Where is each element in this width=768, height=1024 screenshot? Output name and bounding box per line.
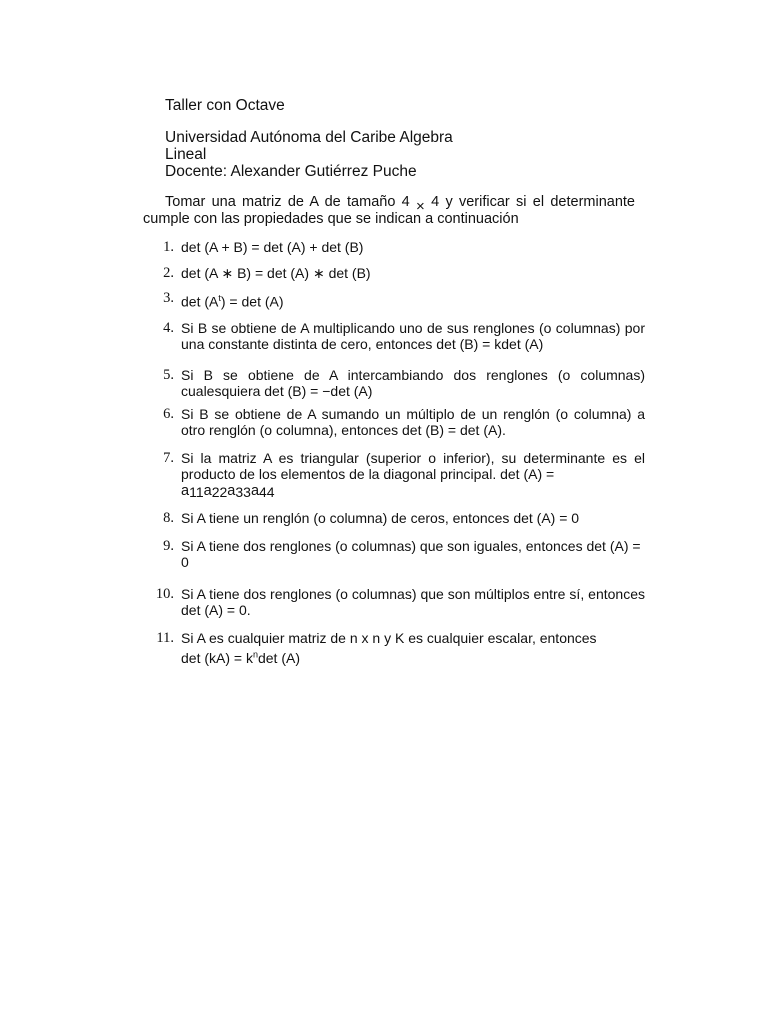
intro-text-after: 4 y verificar si el determinante cumple con las propiedades que se indican a continuación bbox=[143, 194, 635, 227]
item-text: Si A tiene dos renglones (o columnas) que son iguales, entonces det (A) = 0 bbox=[181, 538, 641, 570]
item-text: Si A tiene dos renglones (o columnas) que son múltiplos entre sí, entonces det (A) = 0. bbox=[181, 586, 645, 618]
item-text: Si B se obtiene de A sumando un múltiplo de un renglón (o columna) a otro renglón (o columna), entonces det (B) = det (A). bbox=[181, 406, 645, 438]
scalar-formula: $\det (kA) = k^n\det$ (A) bbox=[181, 649, 300, 666]
item-number: 10. bbox=[155, 586, 174, 602]
item-number: 3. bbox=[163, 290, 174, 306]
item-text: $\det (A^t) = \det (A)$ bbox=[181, 293, 284, 310]
item-text: det (A + B) = det (A) + det (B) bbox=[181, 239, 364, 255]
item-number: 8. bbox=[163, 510, 174, 526]
item-text: Si B se obtiene de A multiplicando uno de sus renglones (o columnas) por una constante distinta de cero, entonces det (B) = kdet (A) bbox=[181, 320, 645, 352]
university-line-2: Lineal bbox=[165, 146, 207, 163]
item-number: 4. bbox=[163, 320, 174, 336]
item-number: 11. bbox=[156, 630, 174, 646]
item-text-main: Si la matriz A es triangular (superior o inferior), su determinante es el producto de los elementos de la diagonal principal. det (A) = bbox=[181, 450, 645, 482]
intro-text-before: Tomar una matriz de A de tamaño 4 bbox=[165, 194, 410, 210]
item-number: 9. bbox=[163, 538, 174, 554]
item-text bbox=[181, 630, 645, 666]
item-text-main: Si A es cualquier matriz de n x n y K es cualquier escalar, entonces bbox=[181, 630, 597, 646]
item-text: det (A ∗ B) = det (A) ∗ det (B) bbox=[181, 265, 371, 281]
item-number: 5. bbox=[163, 367, 174, 383]
item-number: 2. bbox=[163, 265, 174, 281]
item-text: Si B se obtiene de A intercambiando dos renglones (o columnas) cualesquiera det (B) = −det (A) bbox=[181, 367, 645, 399]
diagonal-formula: $a_{11}a_{22}a_{33}a_{44}$ bbox=[181, 483, 275, 500]
document-title: Taller con Octave bbox=[165, 97, 285, 114]
item-number: 1. bbox=[163, 239, 174, 255]
teacher-line: Docente: Alexander Gutiérrez Puche bbox=[165, 163, 417, 180]
item-text: Si A tiene un renglón (o columna) de ceros, entonces det (A) = 0 bbox=[181, 510, 580, 526]
item-text bbox=[181, 450, 645, 500]
item-number: 7. bbox=[163, 450, 174, 466]
times-symbol: × bbox=[416, 198, 425, 215]
item-number: 6. bbox=[163, 406, 174, 422]
intro-paragraph bbox=[143, 193, 635, 228]
university-line-1: Universidad Autónoma del Caribe Algebra bbox=[165, 129, 453, 146]
